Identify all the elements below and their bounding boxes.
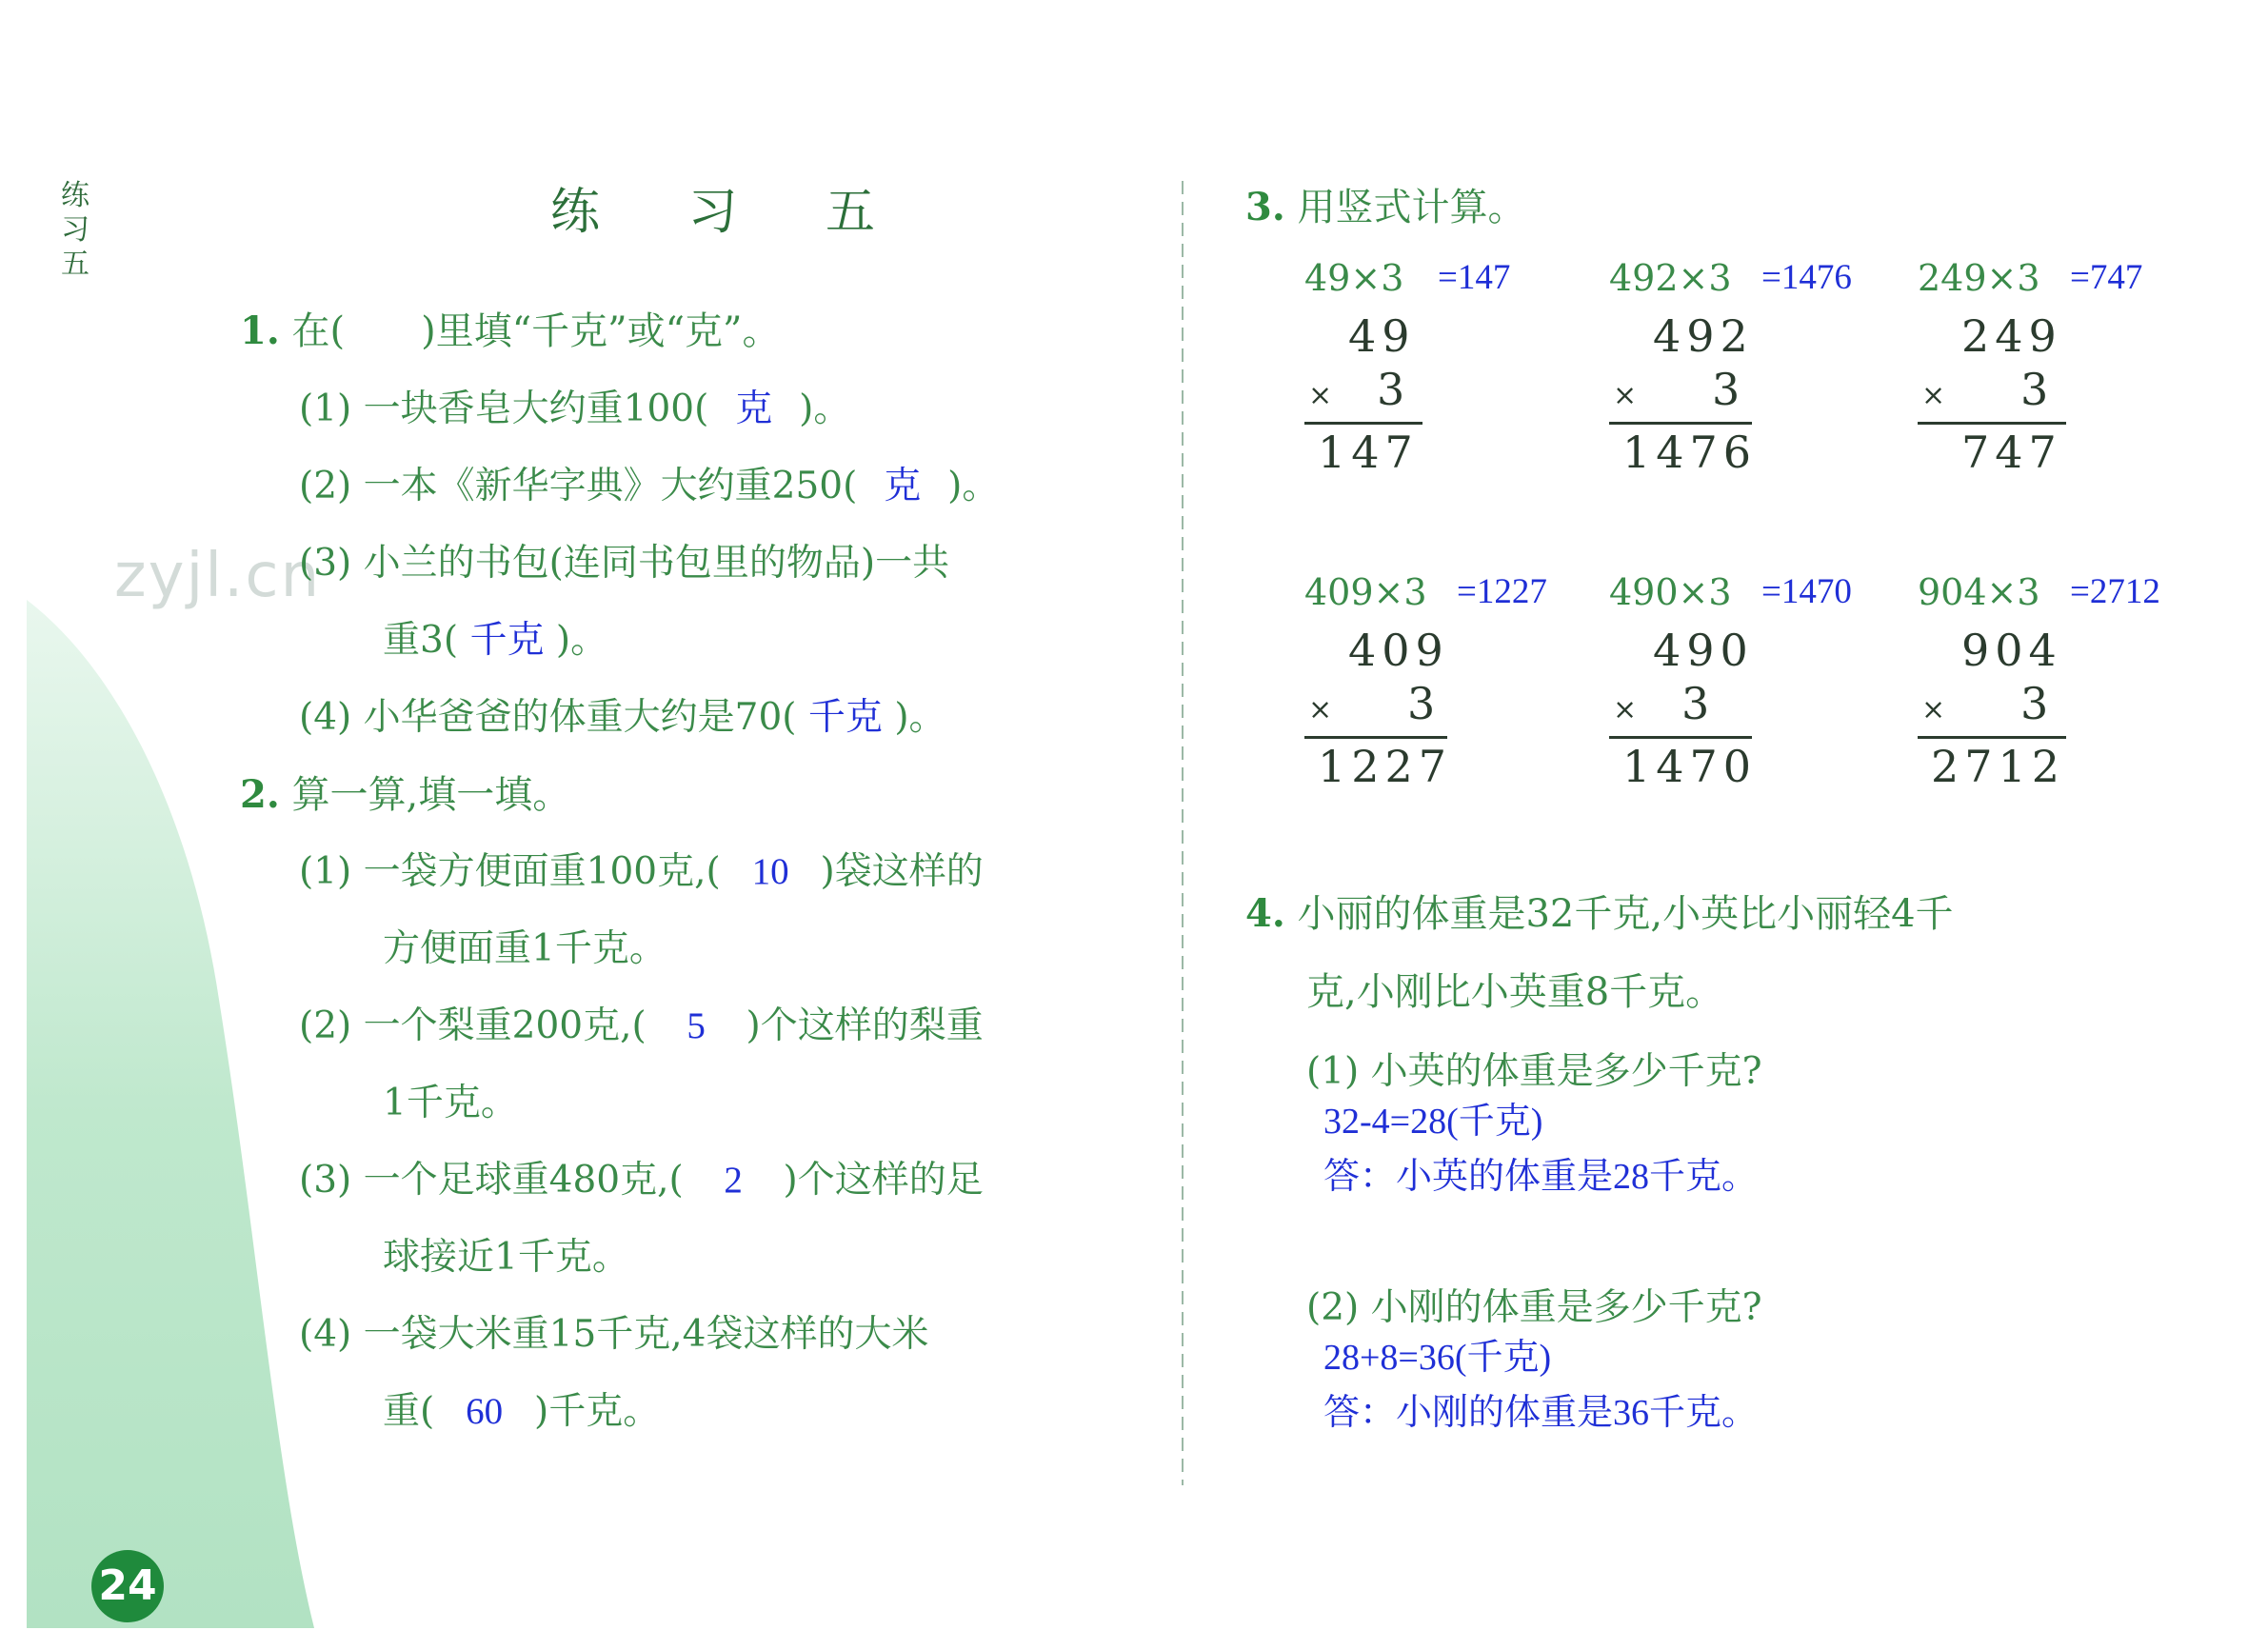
question-number: 4. [1245,891,1285,936]
item-text: (2) 一本《新华字典》大约重250( [299,465,858,507]
calc-expression: 249×3 [1918,257,2040,299]
item-text: (3) 小兰的书包(连同书包里的物品)一共 [299,542,950,585]
calc-multiplier: 3 [2020,364,2049,415]
side-chapter-label: 练习五 [61,179,90,281]
calc-line [1918,422,2066,425]
q2-item-2 [299,996,984,1049]
item-text-end: )个这样的梨重 [746,1004,984,1047]
question-4-line2: 克,小刚比小英重8千克。 [1306,970,1724,1014]
q4-sub2-calculation: 28+8=36(千克) [1323,1338,1552,1378]
calc-product: 1227 [1318,741,1453,792]
page-title: 练 习 五 [550,184,912,241]
calc-result: =2712 [2070,572,2160,611]
q4-sub1-answer: 答：小英的体重是28千克。 [1323,1157,1759,1197]
question-number: 3. [1245,185,1285,229]
times-sign: × [1613,379,1638,412]
question-text: 小丽的体重是32千克,小英比小丽轻4千 [1297,892,1954,936]
item-text: (4) 一袋大米重15千克,4袋这样的大米 [299,1313,929,1356]
item-text-end: )。 [894,696,946,739]
q4-sub-question-2: (2) 小刚的体重是多少千克? [1306,1286,1762,1329]
calc-multiplier: 3 [1681,678,1710,729]
q2-item-1-line2: 方便面重1千克。 [383,927,666,970]
calc-result: =1476 [1761,258,1852,297]
q2-item-2-line2: 1千克。 [383,1082,518,1124]
q2-item-4 [299,1304,928,1358]
calc-multiplicand: 409 [1348,625,1449,676]
answer-fill: 克 [735,388,773,429]
question-2 [240,765,570,819]
q4-sub1-calculation: 32-4=28(千克) [1323,1102,1543,1142]
q1-item-2 [299,456,999,509]
calc-result: =1227 [1457,572,1547,611]
calc-multiplier: 3 [2020,678,2049,729]
q4-sub2-answer: 答：小刚的体重是36千克。 [1323,1393,1759,1433]
item-text: (3) 一个足球重480克,( [299,1159,684,1202]
answer-fill: 60 [466,1391,504,1432]
calc-multiplier: 3 [1377,364,1405,415]
calc-multiplicand: 49 [1348,310,1416,362]
q1-item-1 [299,379,850,432]
calc-expression: 904×3 [1918,571,2040,613]
question-text: 算一算,填一填。 [291,773,571,817]
calc-line [1304,422,1422,425]
item-text: 重3( [383,619,459,662]
calc-product: 2712 [1931,741,2066,792]
calc-product: 147 [1318,427,1419,478]
item-text-end: )。 [799,388,851,430]
vertical-calc [1609,571,1895,819]
calc-expression: 49×3 [1304,257,1404,299]
q1-item-3 [299,533,949,586]
page-number-badge: 24 [91,1550,164,1622]
calc-line [1918,736,2066,739]
item-text-end: )。 [947,465,1000,507]
q2-item-3 [299,1150,984,1203]
calc-multiplicand: 249 [1961,310,2062,362]
q4-sub-question-1: (1) 小英的体重是多少千克? [1306,1050,1762,1093]
item-text: 重( [383,1390,435,1433]
calc-product: 1476 [1622,427,1758,478]
vertical-calc [1609,257,1895,505]
vertical-calc [1918,571,2203,819]
times-sign: × [1308,379,1333,412]
calc-result: =147 [1438,258,1511,297]
times-sign: × [1613,693,1638,726]
column-divider [1179,181,1186,1485]
watermark: zyjl.cn [114,541,322,611]
vertical-calc [1304,571,1590,819]
calc-line [1609,736,1752,739]
calc-multiplicand: 492 [1653,310,1754,362]
answer-fill: 千克 [469,620,545,661]
item-text: (4) 小华爸爸的体重大约是70( [299,696,797,739]
question-number: 1. [240,308,280,353]
calc-line [1609,422,1752,425]
times-sign: × [1921,693,1946,726]
q1-item-3-line2 [383,610,607,664]
vertical-calc [1304,257,1590,505]
question-3 [1245,177,1525,231]
calc-expression: 492×3 [1609,257,1732,299]
calc-product: 747 [1961,427,2062,478]
calc-expression: 409×3 [1304,571,1427,613]
question-text: 在( )里填“千克”或“克”。 [291,309,781,353]
times-sign: × [1921,379,1946,412]
answer-fill: 千克 [807,697,883,738]
answer-fill: 2 [724,1160,743,1201]
answer-fill: 5 [686,1005,706,1046]
item-text-end: )个这样的足 [783,1159,984,1202]
question-4 [1245,884,1954,938]
times-sign: × [1308,693,1333,726]
answer-fill: 克 [884,466,922,507]
calc-multiplier: 3 [1407,678,1436,729]
item-text: (1) 一袋方便面重100克,( [299,850,721,893]
q2-item-1 [299,842,984,895]
calc-line [1304,736,1447,739]
calc-expression: 490×3 [1609,571,1732,613]
item-text: (2) 一个梨重200克,( [299,1004,647,1047]
q2-item-3-line2: 球接近1千克。 [383,1236,629,1279]
calc-multiplier: 3 [1712,364,1741,415]
calc-multiplicand: 490 [1653,625,1754,676]
item-text-end: )袋这样的 [820,850,984,893]
q2-item-4-line2 [383,1382,660,1435]
q1-item-4 [299,687,946,741]
item-text-end: )。 [555,619,608,662]
answer-fill: 10 [751,851,789,892]
question-number: 2. [240,772,280,817]
item-text-end: )千克。 [534,1390,661,1433]
calc-product: 1470 [1622,741,1758,792]
item-text: (1) 一块香皂大约重100( [299,388,709,430]
question-1 [240,301,781,355]
question-text: 用竖式计算。 [1297,186,1526,229]
calc-result: =1470 [1761,572,1852,611]
calc-result: =747 [2070,258,2143,297]
vertical-calc [1918,257,2203,505]
calc-multiplicand: 904 [1961,625,2062,676]
